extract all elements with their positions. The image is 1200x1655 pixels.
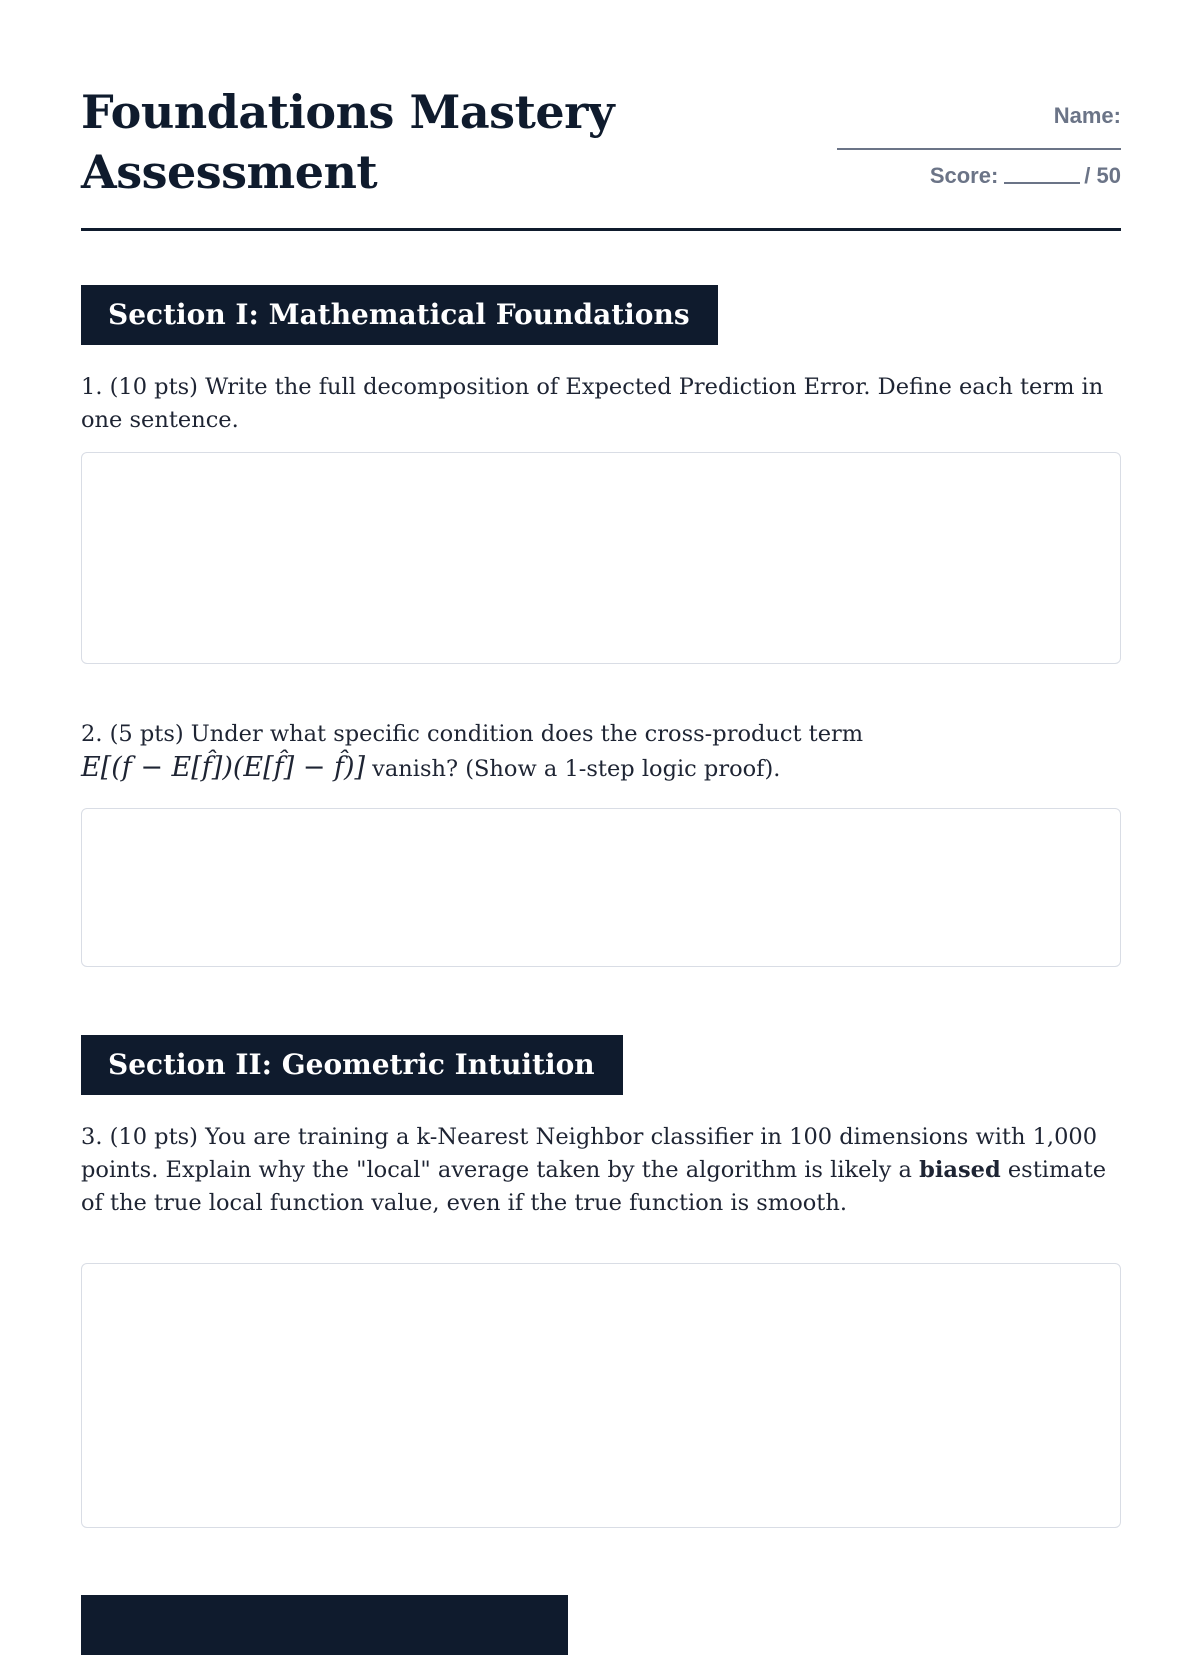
question-2-text-after: vanish? (Show a 1-step logic proof).	[372, 756, 781, 782]
question-3-text-after: estimate of the true local function value, even if the true function is smooth.	[81, 1157, 1107, 1216]
section-3-banner	[81, 1595, 568, 1655]
cross-product-term: E[(f − E[f̂])(E[f̂] − f̂)]	[81, 752, 366, 783]
question-1-number: 1.	[81, 374, 103, 400]
question-1-points: (10 pts)	[109, 374, 198, 400]
question-3-points: (10 pts)	[109, 1124, 198, 1150]
answer-box-1[interactable]	[81, 452, 1121, 664]
question-3-emphasis: biased	[919, 1157, 1001, 1183]
question-2-text-before: Under what specific condition does the cross-product term	[190, 721, 864, 747]
page-title	[81, 82, 701, 202]
score-row	[821, 162, 1121, 190]
section-1-banner: Section I: Mathematical Foundations	[81, 285, 718, 345]
assessment-header	[81, 82, 1121, 230]
section-2-banner: Section II: Geometric Intuition	[81, 1035, 623, 1095]
score-field[interactable]	[1004, 182, 1080, 184]
score-label: Score:	[929, 163, 999, 188]
answer-box-3[interactable]	[81, 1263, 1121, 1528]
question-1	[81, 371, 1121, 437]
question-2-points: (5 pts)	[109, 721, 184, 747]
student-meta	[821, 102, 1121, 190]
answer-box-2[interactable]	[81, 808, 1121, 967]
name-label: Name:	[1053, 103, 1121, 128]
header-divider	[81, 228, 1121, 231]
question-2	[81, 718, 1121, 786]
question-1-text: Write the full decomposition of Expected Prediction Error. Define each term in one sentence.	[81, 374, 1104, 433]
question-3-number: 3.	[81, 1124, 103, 1150]
title-line-1: Foundations Mastery	[81, 85, 615, 139]
name-field[interactable]	[837, 148, 1121, 150]
question-2-number: 2.	[81, 721, 103, 747]
question-3-text-before: You are training a k-Nearest Neighbor classifier in 100 dimensions with 1,000 points. Explain why the "local" average taken by the algorithm is likely a	[81, 1124, 1098, 1183]
score-total: / 50	[1084, 163, 1121, 188]
question-3	[81, 1121, 1121, 1220]
title-line-2: Assessment	[81, 145, 378, 199]
